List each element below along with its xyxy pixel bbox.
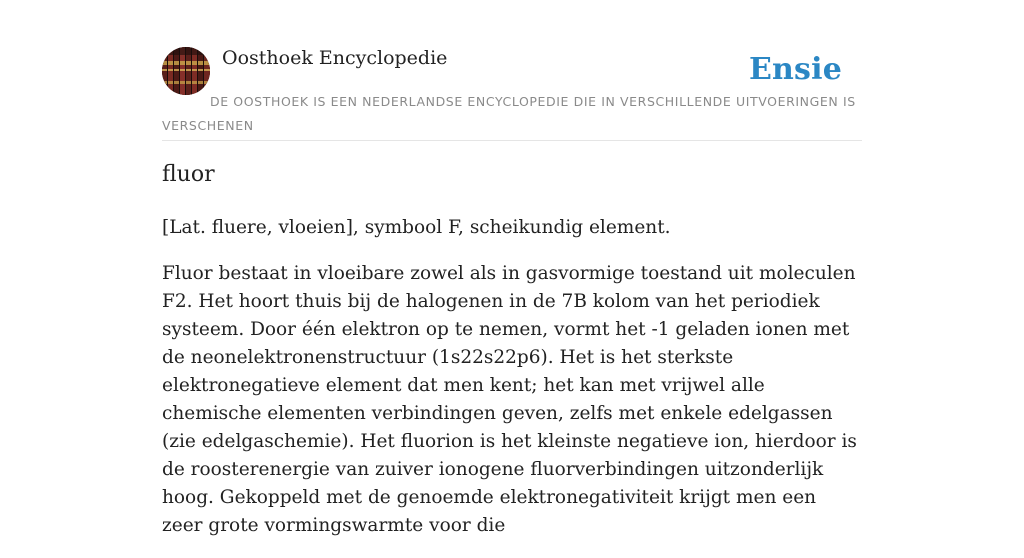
source-avatar[interactable]	[162, 47, 210, 95]
encyclopedia-books-icon	[162, 47, 210, 95]
entry-paragraph: [Lat. fluere, vloeien], symbool F, scheikundig element.	[162, 217, 671, 238]
entry-title: fluor	[162, 162, 215, 187]
ensie-logo-link[interactable]: Ensie	[748, 52, 842, 87]
entry-content	[162, 214, 862, 558]
source-title-link[interactable]: Oosthoek Encyclopedie	[222, 47, 448, 69]
site-header	[162, 46, 862, 141]
entry-paragraph: Fluor bestaat in vloeibare zowel als in gasvormige toestand uit moleculen F2. Het hoort thuis bij de halogenen in de 7B kolom van het periodiek systeem. Door één elektron op te nemen, vormt het -1 geladen ionen met de neonelektronenstructuur (1s22s22p6). Het is het sterkste elektronegatieve element dat men kent; het kan met vrijwel alle chemische elementen verbindingen geven, zelfs met enkele edelgassen (zie edelgaschemie). Het fluorion is het kleinste negatieve ion, hierdoor is de roosterenergie van zuiver ionogene fluorverbindingen uitzonderlijk hoog. Gekoppeld met de genoemde elektronegativiteit krijgt men een zeer grote vormingswarmte voor die	[162, 263, 857, 536]
source-tagline: DE OOSTHOEK IS EEN NEDERLANDSE ENCYCLOPEDIE DIE IN VERSCHILLENDE UITVOERINGEN IS VERSCHENEN	[162, 94, 856, 133]
